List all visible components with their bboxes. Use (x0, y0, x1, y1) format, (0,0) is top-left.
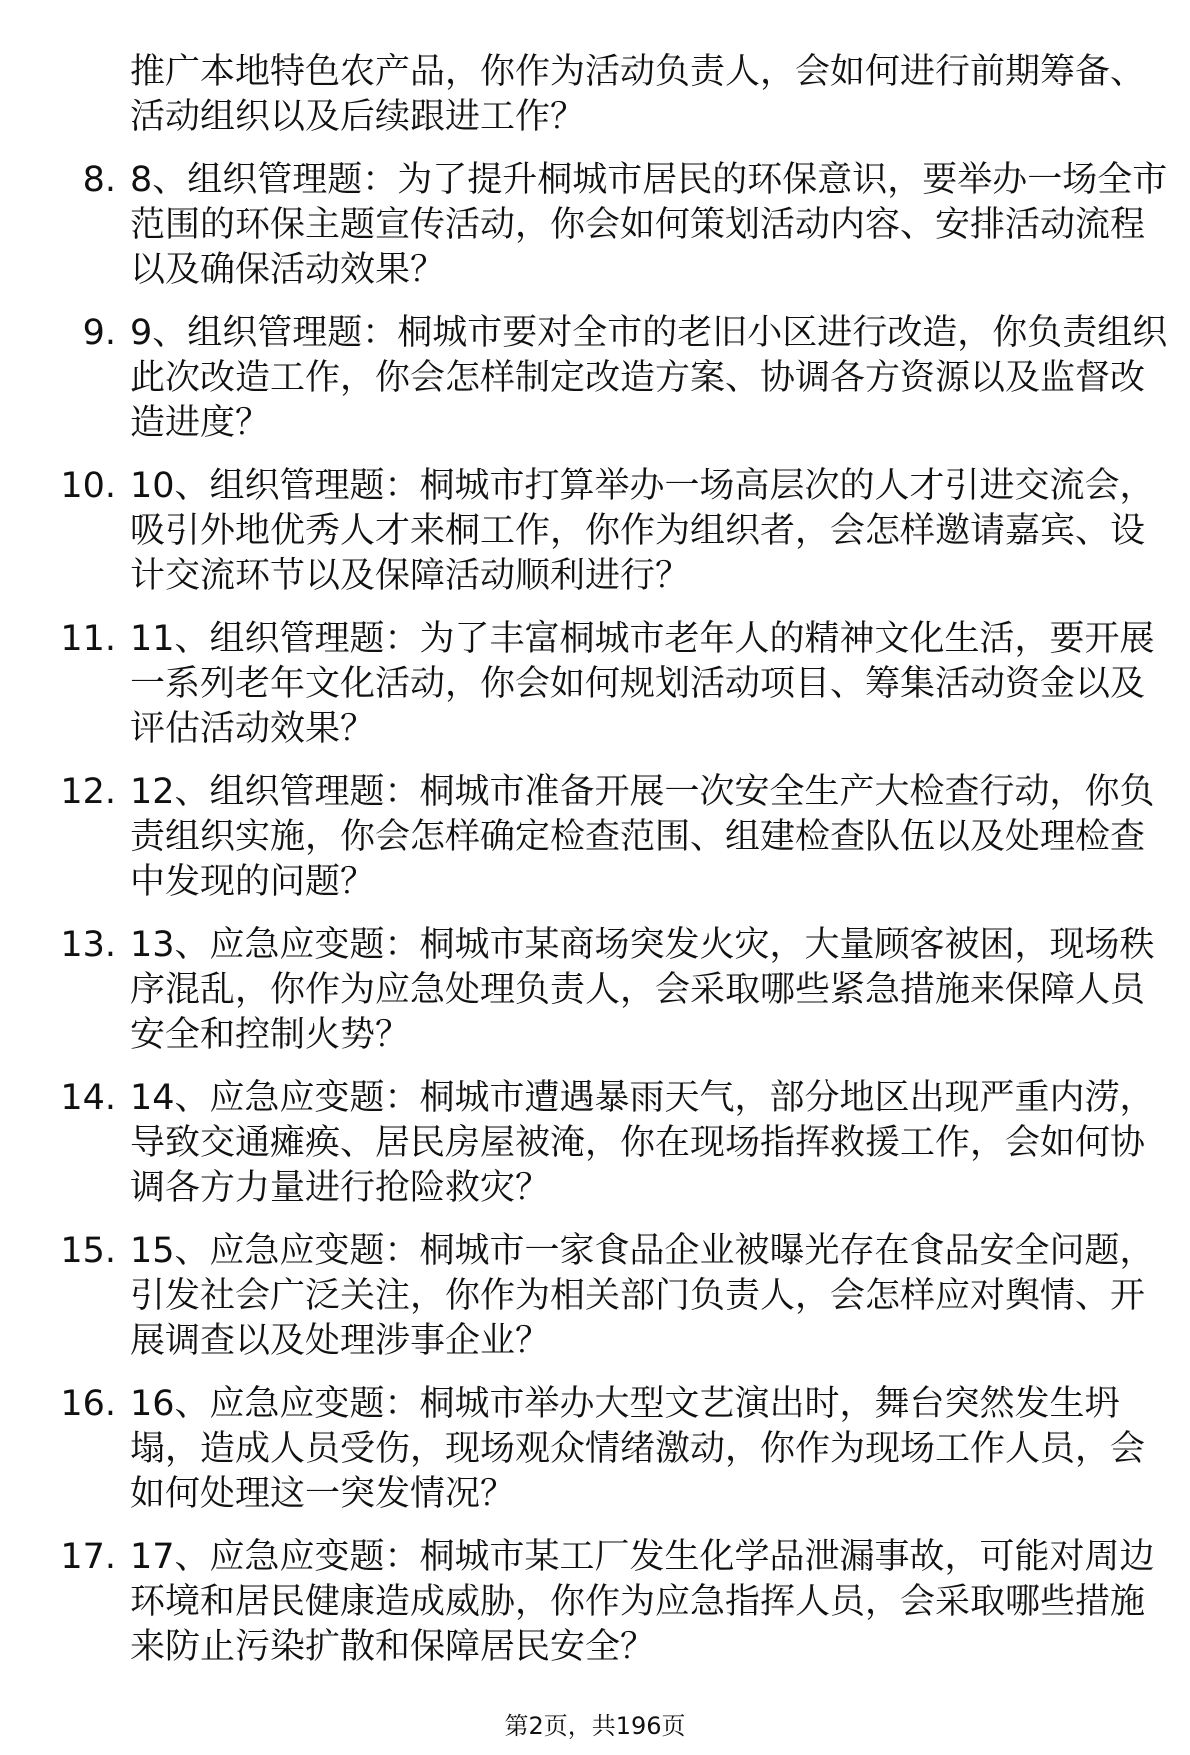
question-item (60, 464, 1170, 599)
question-item (60, 1382, 1170, 1517)
question-item (82, 158, 1170, 293)
question-item (82, 311, 1170, 446)
question-text: 17、应急应变题：桐城市某工厂发生化学品泄漏事故，可能对周边环境和居民健康造成威胁，你作为应急指挥人员，会采取哪些措施来防止污染扩散和保障居民安全？ (130, 1537, 1155, 1667)
question-text: 15、应急应变题：桐城市一家食品企业被曝光存在食品安全问题，引发社会广泛关注，你作为相关部门负责人，会怎样应对舆情、开展调查以及处理涉事企业？ (130, 1231, 1155, 1361)
question-text: 12、组织管理题：桐城市准备开展一次安全生产大检查行动，你负责组织实施，你会怎样确定检查范围、组建检查队伍以及处理检查中发现的问题？ (130, 772, 1155, 902)
question-number: 9. (82, 313, 116, 353)
question-number: 15. (60, 1231, 116, 1271)
question-text: 13、应急应变题：桐城市某商场突发火灾，大量顾客被困，现场秩序混乱，你作为应急处理负责人，会采取哪些紧急措施来保障人员安全和控制火势？ (130, 925, 1155, 1055)
question-number: 11. (60, 619, 116, 659)
question-item (60, 1535, 1170, 1670)
question-number: 12. (60, 772, 116, 812)
question-number: 10. (60, 466, 116, 506)
question-text: 14、应急应变题：桐城市遭遇暴雨天气，部分地区出现严重内涝，导致交通瘫痪、居民房屋被淹，你在现场指挥救援工作，会如何协调各方力量进行抢险救灾？ (130, 1078, 1155, 1208)
question-number: 16. (60, 1384, 116, 1424)
page-footer: 第2页，共196页 (504, 1712, 686, 1740)
question-number: 8. (82, 160, 116, 200)
question-item (60, 1076, 1170, 1211)
question-text: 9、组织管理题：桐城市要对全市的老旧小区进行改造，你负责组织此次改造工作，你会怎样制定改造方案、协调各方资源以及监督改造进度？ (130, 313, 1168, 443)
question-item (60, 617, 1170, 752)
question-item (60, 1229, 1170, 1364)
continuation-paragraph: 推广本地特色农产品，你作为活动负责人，会如何进行前期筹备、活动组织以及后续跟进工作？ (130, 52, 1146, 137)
question-text: 16、应急应变题：桐城市举办大型文艺演出时，舞台突然发生坍塌，造成人员受伤，现场观众情绪激动，你作为现场工作人员，会如何处理这一突发情况？ (130, 1384, 1146, 1514)
question-number: 13. (60, 925, 116, 965)
question-list (0, 50, 1190, 1688)
question-text: 8、组织管理题：为了提升桐城市居民的环保意识，要举办一场全市范围的环保主题宣传活动，你会如何策划活动内容、安排活动流程以及确保活动效果？ (130, 160, 1168, 290)
question-item (60, 923, 1170, 1058)
question-text: 11、组织管理题：为了丰富桐城市老年人的精神文化生活，要开展一系列老年文化活动，你会如何规划活动项目、筹集活动资金以及评估活动效果？ (130, 619, 1155, 749)
question-number: 17. (60, 1537, 116, 1577)
question-number: 14. (60, 1078, 116, 1118)
question-item (60, 770, 1170, 905)
question-text: 10、组织管理题：桐城市打算举办一场高层次的人才引进交流会，吸引外地优秀人才来桐工作，你作为组织者，会怎样邀请嘉宾、设计交流环节以及保障活动顺利进行？ (130, 466, 1155, 596)
